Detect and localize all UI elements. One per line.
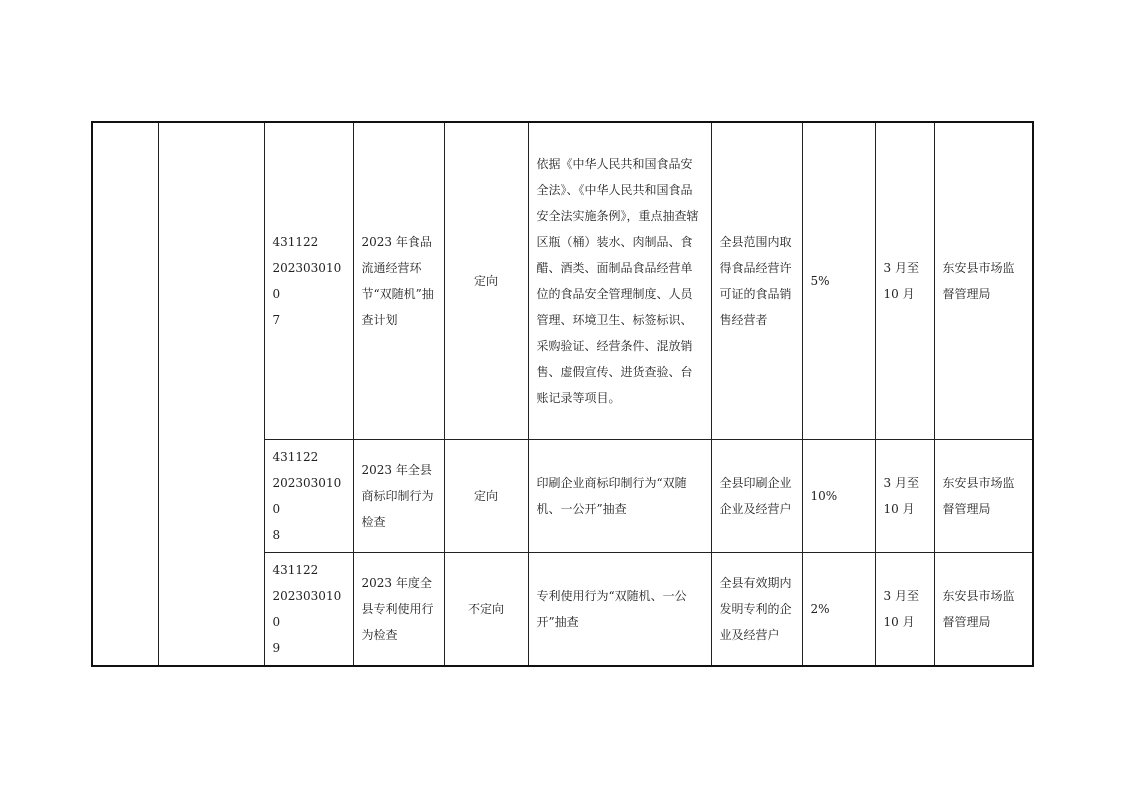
plan-time-cell: 3 月至 10 月 — [875, 439, 934, 552]
plan-name-cell: 2023 年度全县专利使用行为检查 — [353, 552, 444, 666]
plan-code-part: 7 — [272, 312, 281, 327]
plan-dept-cell: 东安县市场监督管理局 — [934, 439, 1033, 552]
plan-ratio-cell: 10% — [802, 439, 875, 552]
plan-time-cell: 3 月至 10 月 — [875, 122, 934, 439]
inspection-plan-table — [91, 121, 1034, 667]
plan-scope-cell: 全县有效期内发明专利的企业及经营户 — [711, 552, 802, 666]
plan-ratio-cell: 2% — [802, 552, 875, 666]
plan-name-cell: 2023 年食品流通经营环节“双随机”抽查计划 — [353, 122, 444, 439]
plan-code-cell — [264, 552, 353, 666]
plan-dept-cell: 东安县市场监督管理局 — [934, 122, 1033, 439]
plan-content-cell: 专利使用行为“双随机、一公开”抽查 — [528, 552, 711, 666]
plan-type-cell: 定向 — [444, 439, 528, 552]
plan-time-cell: 3 月至 10 月 — [875, 552, 934, 666]
blank-cell-1 — [92, 122, 158, 666]
plan-dept-cell: 东安县市场监督管理局 — [934, 552, 1033, 666]
plan-type-cell: 不定向 — [444, 552, 528, 666]
table-row — [92, 122, 1033, 439]
plan-code-cell — [264, 122, 353, 439]
plan-code-part: 431122 — [272, 449, 319, 464]
plan-scope-cell: 全县印刷企业企业及经营户 — [711, 439, 802, 552]
plan-content-cell: 印刷企业商标印制行为“双随机、一公开”抽查 — [528, 439, 711, 552]
plan-ratio-cell: 5% — [802, 122, 875, 439]
plan-type-cell: 定向 — [444, 122, 528, 439]
plan-code-part: 2023030100 — [272, 475, 342, 516]
plan-content-cell: 依据《中华人民共和国食品安全法》、《中华人民共和国食品安全法实施条例》，重点抽查辖区瓶（桶）装水、肉制品、食醋、酒类、面制品食品经营单位的食品安全管理制度、人员管理、环境卫生、标签标识、采购验证、经营条件、混放销售、虚假宣传、进货查验、台账记录等项目。 — [528, 122, 711, 439]
blank-cell-2 — [158, 122, 264, 666]
plan-code-part: 8 — [272, 527, 281, 542]
plan-code-part: 2023030100 — [272, 260, 342, 301]
plan-name-cell: 2023 年全县商标印制行为检查 — [353, 439, 444, 552]
plan-code-part: 9 — [272, 640, 281, 655]
plan-code-part: 2023030100 — [272, 588, 342, 629]
plan-code-part: 431122 — [272, 234, 319, 249]
plan-scope-cell: 全县范围内取得食品经营许可证的食品销售经营者 — [711, 122, 802, 439]
plan-code-part: 431122 — [272, 562, 319, 577]
plan-code-cell — [264, 439, 353, 552]
